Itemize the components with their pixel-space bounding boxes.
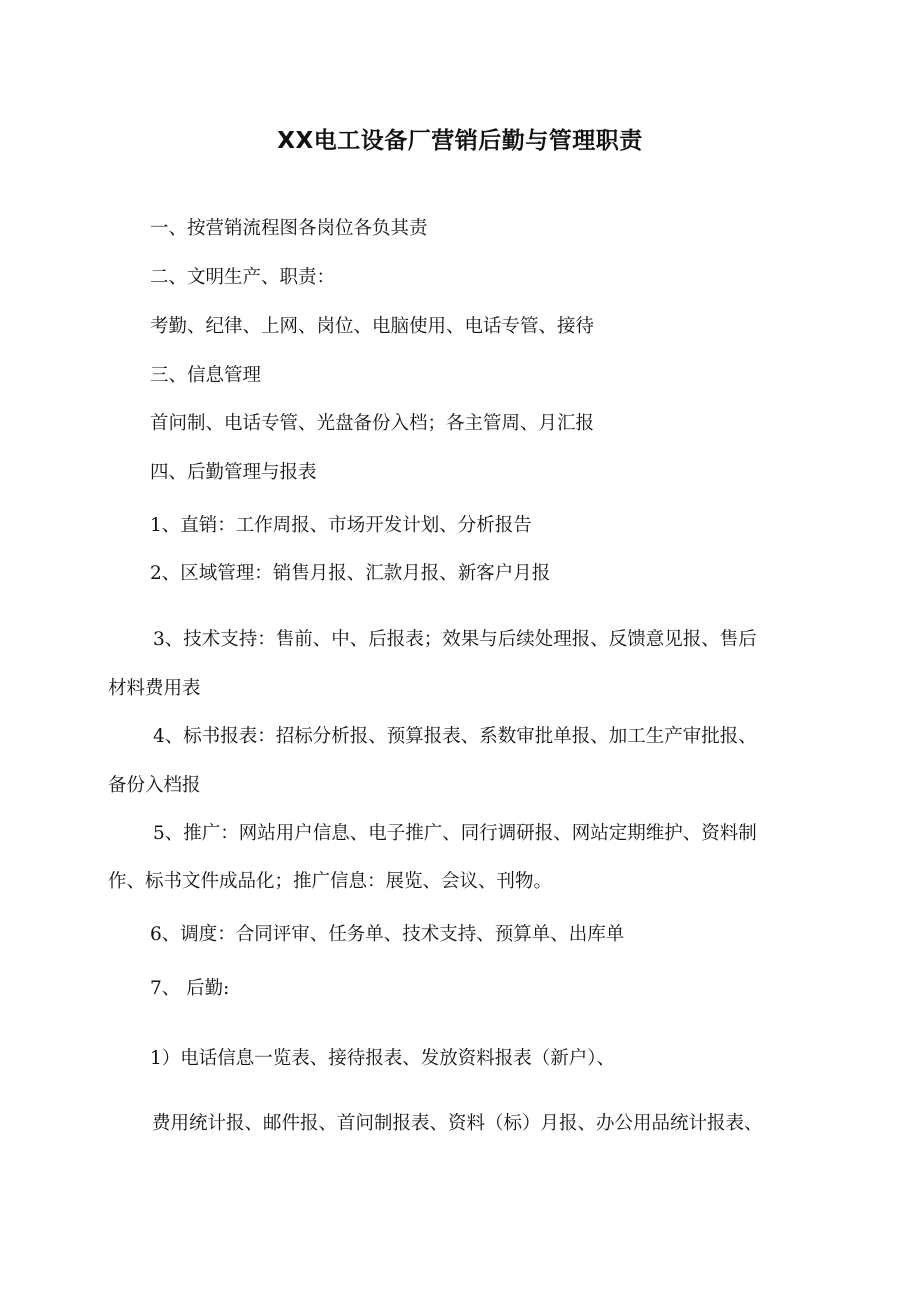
subitem-1-cont: 费用统计报、邮件报、首问制报表、资料（标）月报、办公用品统计报表、: [152, 1113, 763, 1134]
section-3-heading: 三、信息管理: [150, 365, 262, 386]
item-3-tech-support: 3、技术支持：售前、中、后报表；效果与后续处理报、反馈意见报、售后: [153, 629, 757, 650]
item-6-dispatch: 6、调度：合同评审、任务单、技术支持、预算单、出库单: [150, 924, 625, 945]
section-2-content: 考勤、纪律、上网、岗位、电脑使用、电话专管、接待: [150, 316, 595, 337]
item-5-promotion-cont: 作、标书文件成品化；推广信息：展览、会议、刊物。: [108, 871, 553, 892]
item-5-promotion: 5、推广：网站用户信息、电子推广、同行调研报、网站定期维护、资料制: [153, 823, 757, 844]
subitem-1: 1）电话信息一览表、接待报表、发放资料报表（新户）、: [150, 1048, 616, 1069]
title-text: 电工设备厂营销后勤与管理职责: [313, 128, 643, 154]
section-4-heading: 四、后勤管理与报表: [150, 462, 317, 483]
title-prefix: XX: [277, 128, 314, 154]
item-7-logistics: 7、 后勤:: [150, 978, 230, 999]
item-3-tech-support-cont: 材料费用表: [108, 678, 201, 699]
section-2-heading: 二、文明生产、职责：: [150, 267, 336, 288]
item-4-tender: 4、标书报表：招标分析报、预算报表、系数审批单报、加工生产审批报、: [153, 726, 757, 747]
item-4-tender-cont: 备份入档报: [108, 775, 201, 796]
item-1-direct-sales: 1、直销：工作周报、市场开发计划、分析报告: [150, 515, 532, 536]
document-title: [0, 122, 920, 155]
item-2-regional: 2、区域管理：销售月报、汇款月报、新客户月报: [150, 563, 551, 584]
section-1-heading: 一、按营销流程图各岗位各负其责: [150, 218, 428, 239]
section-3-content: 首问制、电话专管、光盘备份入档；各主管周、月汇报: [150, 413, 595, 434]
